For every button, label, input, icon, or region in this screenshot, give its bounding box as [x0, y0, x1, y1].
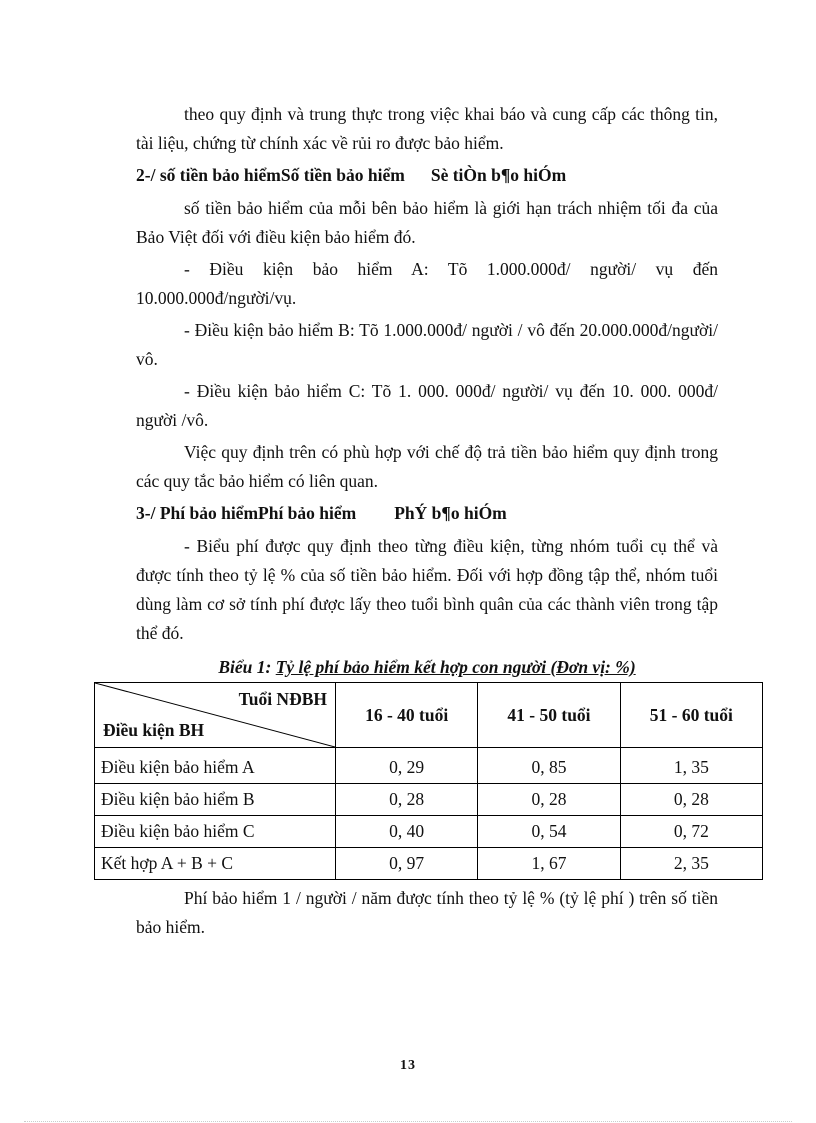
premium-rate-table	[94, 682, 763, 880]
table-row	[95, 748, 763, 784]
rate-cell: 0, 28	[336, 784, 478, 816]
table-caption	[136, 654, 718, 680]
column-header: 16 - 40 tuổi	[336, 683, 478, 748]
row-label: Điều kiện bảo hiểm C	[95, 816, 336, 848]
rate-cell: 0, 85	[478, 748, 620, 784]
table-row	[95, 784, 763, 816]
row-label: Điều kiện bảo hiểm A	[95, 748, 336, 784]
table-row	[95, 816, 763, 848]
corner-label-condition: Điều kiện BH	[103, 720, 205, 740]
column-header: 51 - 60 tuổi	[620, 683, 762, 748]
rate-cell: 0, 40	[336, 816, 478, 848]
table-corner-cell	[95, 683, 336, 748]
table-row	[95, 848, 763, 880]
paragraph-annual-premium: Phí bảo hiểm 1 / người / năm được tính theo tỷ lệ % (tỷ lệ phí ) trên số tiền bảo hiểm.	[136, 888, 718, 937]
paragraph-disclosure: theo quy định và trung thực trong việc khai báo và cung cấp các thông tin, tài liệu, chứng từ chính xác về rủi ro được bảo hiểm.	[136, 104, 718, 153]
rate-cell: 0, 72	[620, 816, 762, 848]
body-text	[136, 100, 718, 686]
corner-label-age: Tuổi NĐBH	[238, 689, 327, 709]
closing-text	[136, 884, 718, 945]
caption-title: Tỷ lệ phí bảo hiểm kết hợp con người (Đơn vị: %)	[275, 657, 636, 677]
paragraph-regulation: Việc quy định trên có phù hợp với chế độ trả tiền bảo hiểm quy định trong các quy tắc bảo hiểm có liên quan.	[136, 442, 718, 491]
paragraph-premium-schedule: - Biểu phí được quy định theo từng điều kiện, từng nhóm tuổi cụ thể và được tính theo tỷ lệ % của số tiền bảo hiểm. Đối với hợp đồng tập thể, nhóm tuổi dùng làm cơ sở tính phí được lấy theo tuổi bình quân của các thành viên trong tập thể đó.	[136, 536, 718, 643]
row-label: Điều kiện bảo hiểm B	[95, 784, 336, 816]
paragraph-sum-insured: số tiền bảo hiểm của mỗi bên bảo hiểm là giới hạn trách nhiệm tối đa của Bảo Việt đối với điều kiện bảo hiểm đó.	[136, 198, 718, 247]
paragraph-condition-a: - Điều kiện bảo hiểm A: Tõ 1.000.000đ/ người/ vụ đến 10.000.000đ/người/vụ.	[136, 259, 718, 308]
row-label: Kết hợp A + B + C	[95, 848, 336, 880]
rate-cell: 0, 28	[478, 784, 620, 816]
paragraph-condition-c: - Điều kiện bảo hiểm C: Tõ 1. 000. 000đ/ người/ vụ đến 10. 000. 000đ/ người /vô.	[136, 381, 718, 430]
section-heading-2	[136, 161, 718, 189]
table-header-row	[95, 683, 763, 748]
rate-cell: 0, 29	[336, 748, 478, 784]
page-number: 13	[400, 1058, 416, 1073]
section-heading-3	[136, 499, 718, 527]
rate-cell: 1, 35	[620, 748, 762, 784]
section-heading-3-legacy-text: PhÝ b¶o hiÓm	[394, 503, 507, 523]
section-heading-3-text: 3-/ Phí bảo hiểmPhí bảo hiểm	[136, 503, 357, 523]
column-header: 41 - 50 tuổi	[478, 683, 620, 748]
rate-cell: 0, 54	[478, 816, 620, 848]
page-bottom-divider	[24, 1121, 792, 1122]
rate-cell: 1, 67	[478, 848, 620, 880]
rate-cell: 0, 28	[620, 784, 762, 816]
paragraph-condition-b: - Điều kiện bảo hiểm B: Tõ 1.000.000đ/ người / vô đến 20.000.000đ/người/ vô.	[136, 320, 718, 369]
caption-prefix: Biểu 1:	[218, 657, 276, 677]
section-heading-2-text: 2-/ số tiền bảo hiểmSố tiền bảo hiểm	[136, 165, 405, 185]
rate-cell: 2, 35	[620, 848, 762, 880]
section-heading-2-legacy-text: Sè tiÒn b¶o hiÓm	[430, 165, 567, 185]
rate-cell: 0, 97	[336, 848, 478, 880]
